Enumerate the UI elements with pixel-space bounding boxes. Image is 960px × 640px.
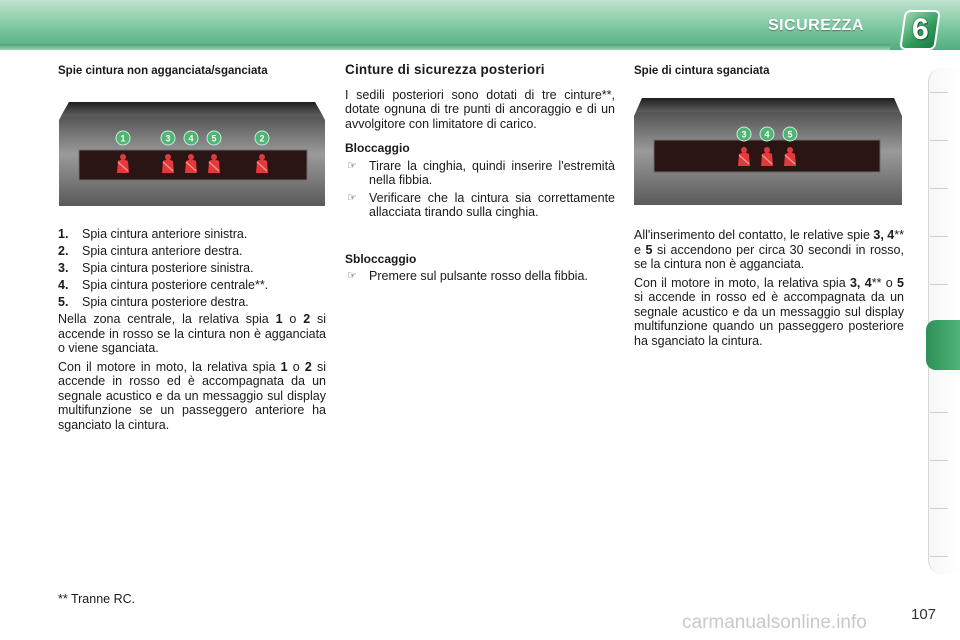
text-run: Con il motore in moto, la relativa spia <box>634 275 850 290</box>
rear-seatbelt-panel <box>632 94 904 209</box>
left-column <box>58 64 328 79</box>
item-number: 3. <box>58 261 69 275</box>
lamp-ref: 5 <box>645 242 653 257</box>
item-text: Spia cintura posteriore destra. <box>82 295 249 309</box>
pointing-hand-icon: ☞ <box>347 191 357 204</box>
item-text: Spia cintura anteriore sinistra. <box>82 227 248 241</box>
footnote: ** Tranne RC. <box>58 592 136 606</box>
lamp-ref: 2 <box>303 312 311 326</box>
rail-divider <box>930 284 948 285</box>
section-heading: Cinture di sicurezza posteriori <box>345 62 545 77</box>
item-number: 5. <box>58 295 69 309</box>
item-text: Spia cintura posteriore centrale**. <box>82 278 269 292</box>
lamp-legend-list <box>58 227 326 310</box>
section-title: SICUREZZA <box>767 17 864 34</box>
text-run: si accendono per circa 30 secondi in rosso, se la cintura non è agganciata. <box>634 242 904 271</box>
pointing-hand-icon: ☞ <box>347 159 357 172</box>
lamp-number-label: 5 <box>787 129 793 140</box>
page-number: 107 <box>911 606 937 623</box>
locking-step <box>345 191 615 220</box>
lamp-number-label: 3 <box>741 129 747 140</box>
locking-step <box>345 159 615 188</box>
lamp-ref: 2 <box>304 359 312 374</box>
text-run: o <box>282 312 304 326</box>
active-chapter-tab[interactable] <box>926 320 960 370</box>
lamp-number-label: 4 <box>764 129 770 140</box>
rear-ignition-paragraph <box>634 228 904 272</box>
text-run: si accende in rosso ed è accompagnata da un segnale acustico e da un messaggio sul display multifunzione se un passeggero anteriore ha sganciato la cintura. <box>58 359 326 432</box>
item-text: Spia cintura posteriore sinistra. <box>82 261 254 275</box>
lamp-ref: 1 <box>280 359 288 374</box>
front-warning-paragraph <box>58 312 326 356</box>
header-divider <box>0 44 890 50</box>
list-item <box>58 278 326 293</box>
left-text-block <box>58 227 326 432</box>
text-run: Nella zona centrale, la relativa spia <box>58 312 276 326</box>
rear-running-paragraph <box>634 276 904 349</box>
right-subtitle: Spie di cintura sganciata <box>634 65 770 77</box>
text-run: Con il motore in moto, la relativa spia <box>58 359 281 374</box>
middle-column <box>345 63 615 284</box>
text-run: o <box>287 359 305 374</box>
lamp-ref: 5 <box>897 275 904 290</box>
rail-divider <box>930 140 948 141</box>
list-item <box>58 227 326 242</box>
lamp-ref: 1 <box>275 312 283 326</box>
lamp-ref: 3, 4 <box>849 275 872 290</box>
unlocking-title: Sbloccaggio <box>345 251 417 266</box>
list-item <box>58 261 326 276</box>
item-number: 2. <box>58 244 69 258</box>
left-subtitle: Spie cintura non agganciata/sganciata <box>58 65 268 77</box>
text-run: ** e <box>634 228 904 257</box>
list-item <box>58 244 326 259</box>
lamp-number-label: 5 <box>211 133 217 144</box>
lamp-number-label: 3 <box>165 133 171 144</box>
rail-divider <box>930 556 948 557</box>
rail-divider <box>930 236 948 237</box>
lamp-number-label: 2 <box>259 133 265 144</box>
right-column <box>634 64 904 79</box>
item-text: Spia cintura anteriore destra. <box>82 244 243 258</box>
text-run: ** o <box>871 275 898 290</box>
watermark: carmanualsonline.info <box>682 612 867 633</box>
chapter-badge <box>899 10 941 50</box>
rail-divider <box>930 412 948 413</box>
step-text: Tirare la cinghia, quindi inserire l'estremità nella fibbia. <box>369 158 615 187</box>
rail-divider <box>930 508 948 509</box>
pointing-hand-icon: ☞ <box>347 270 357 282</box>
text-run: si accende in rosso se la cintura non è agganciata o viene sganciata. <box>58 312 327 355</box>
front-running-paragraph <box>58 360 326 433</box>
step-text: Premere sul pulsante rosso della fibbia. <box>369 269 588 283</box>
locking-title: Bloccaggio <box>345 141 410 155</box>
text-run: si accende in rosso ed è accompagnata da un segnale acustico e da un messaggio sul display multifunzione quando un passeggero posteriore ha sganciato la cintura. <box>634 290 904 348</box>
text-run: All'inserimento del contatto, le relative spie <box>634 228 874 242</box>
chapter-number: 6 <box>911 13 929 46</box>
right-text-block <box>634 228 904 348</box>
unlocking-step <box>345 269 615 284</box>
lamp-ref: 3, 4 <box>873 228 895 242</box>
step-text: Verificare che la cintura sia correttamente allacciata tirando sulla cinghia. <box>369 190 615 219</box>
list-item <box>58 295 326 310</box>
item-number: 1. <box>58 227 69 241</box>
rail-divider <box>930 92 948 93</box>
item-number: 4. <box>58 278 69 292</box>
lamp-number-label: 4 <box>188 133 194 144</box>
intro-paragraph: I sedili posteriori sono dotati di tre cinture**, dotate ognuna di tre punti di ancoraggio e di un avvolgitore con limitatore di carico. <box>345 87 615 131</box>
rail-divider <box>930 460 948 461</box>
front-seatbelt-panel <box>57 98 327 210</box>
lamp-number-label: 1 <box>120 133 126 144</box>
rail-divider <box>930 188 948 189</box>
